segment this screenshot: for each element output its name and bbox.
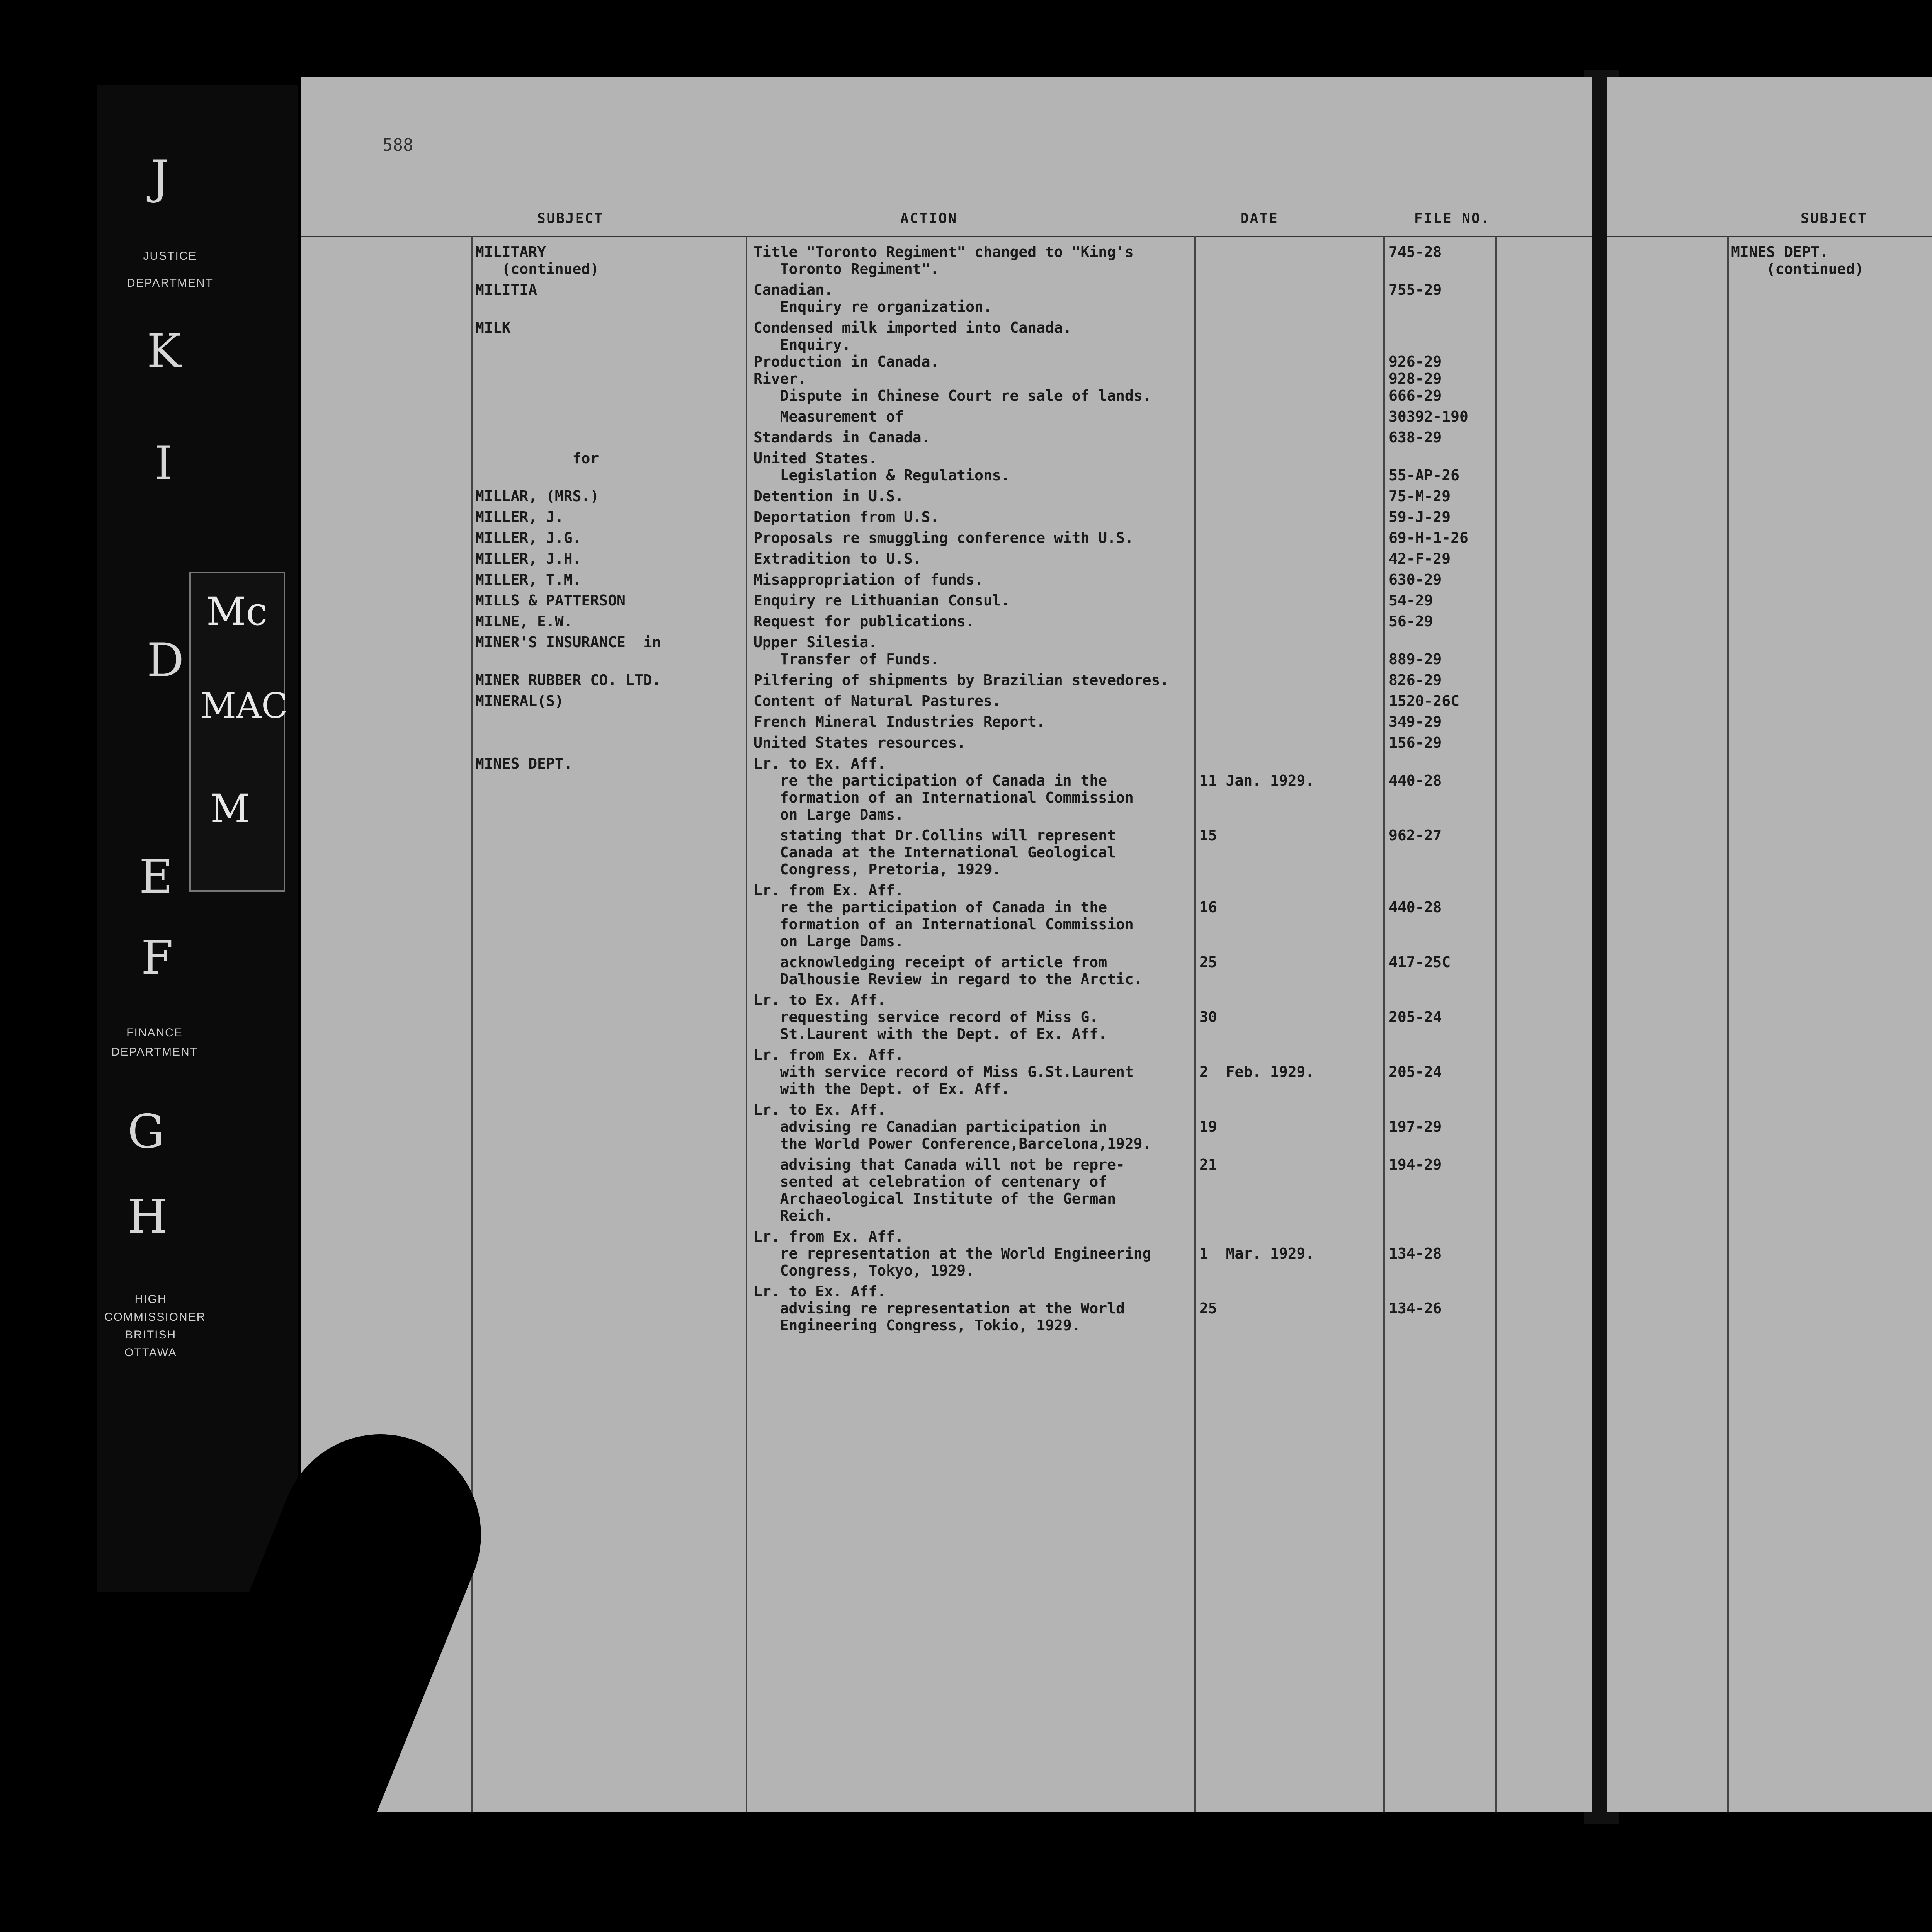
- action-cell: Lr. to Ex. Aff. advising re Canadian participation in the World Power Conference,Barcelona,1929.: [753, 1101, 1151, 1152]
- date-cell: 11 Jan. 1929.: [1199, 772, 1315, 789]
- action-cell: Extradition to U.S.: [753, 550, 922, 567]
- action-cell: stating that Dr.Collins will represent Canada at the International Geological Congress, Pretoria, 1929.: [780, 827, 1116, 878]
- subject-cell: MILLS & PATTERSON: [475, 592, 626, 609]
- ledger-row: [1607, 690, 1932, 741]
- subject-cell: MINER RUBBER CO. LTD.: [475, 672, 661, 689]
- ledger-row: [301, 734, 1592, 751]
- subject-cell: MILK: [475, 319, 511, 336]
- subject-cell: [301, 1101, 746, 1152]
- header-rule: [1607, 236, 1932, 237]
- ledger-row: [301, 672, 1592, 689]
- index-tab-letter[interactable]: I: [155, 437, 173, 490]
- header-date: DATE: [1240, 211, 1279, 226]
- ledger-row: [1607, 1281, 1932, 1349]
- date-cell: 15: [1199, 827, 1217, 844]
- action-cell: Lr. to Ex. Aff. requesting service record of Miss G. St.Laurent with the Dept. of Ex. Aff.: [753, 992, 1107, 1043]
- subject-cell: [301, 882, 746, 950]
- action-cell: Enquiry re Lithuanian Consul.: [753, 592, 1010, 609]
- ledger-row: [301, 692, 1592, 709]
- subject-cell: MILITARY (continued): [475, 243, 599, 277]
- subject-cell: [301, 713, 746, 730]
- ledger-row: [1607, 964, 1932, 1015]
- index-tab-letter[interactable]: D: [147, 634, 184, 687]
- action-cell: Measurement of: [753, 408, 904, 425]
- ledger-row: [301, 992, 1592, 1043]
- subject-cell: [1607, 1205, 1932, 1239]
- ledger-row: [301, 429, 1592, 446]
- ledger-row: [301, 243, 1592, 277]
- date-cell: [1194, 450, 1383, 484]
- ledger-row: [1607, 1352, 1932, 1386]
- date-cell: [1194, 613, 1383, 630]
- header-subject: SUBJECT: [1801, 211, 1867, 226]
- ledger-row: [301, 613, 1592, 630]
- header-file-no: FILE NO.: [1414, 211, 1491, 226]
- action-cell: Detention in U.S.: [753, 488, 904, 505]
- file-no-cell: 134-26: [1389, 1300, 1442, 1317]
- date-cell: [1194, 319, 1383, 404]
- subject-cell: [1607, 526, 1932, 577]
- file-no-cell: 889-29: [1389, 651, 1442, 668]
- date-cell: [1194, 488, 1383, 505]
- subject-cell: [1607, 580, 1932, 631]
- action-cell: Lr. to Ex. Aff. re the participation of Canada in the formation of an International Commission on Large Dams.: [753, 755, 1134, 823]
- subject-cell: MILITIA: [475, 281, 537, 298]
- file-no-cell: 440-28: [1389, 772, 1442, 789]
- ledger-row: [1607, 353, 1932, 370]
- index-tab-letter: M: [210, 786, 250, 831]
- header-rule: [301, 236, 1592, 237]
- file-no-cell: 69-H-1-26: [1389, 529, 1468, 546]
- action-cell: French Mineral Industries Report.: [753, 713, 1045, 730]
- page-number: 588: [383, 135, 413, 155]
- file-no-cell: 638-29: [1389, 429, 1442, 446]
- file-no-cell: 926-29 928-29 666-29: [1389, 353, 1442, 404]
- subject-cell: [1607, 298, 1932, 349]
- index-tab-label: COMMISSIONER: [104, 1311, 206, 1323]
- ledger-row: [1607, 298, 1932, 349]
- ledger-row: [301, 827, 1592, 878]
- subject-cell: MINES DEPT. (continued): [1731, 243, 1864, 277]
- index-tab-letter: Mc: [206, 589, 268, 634]
- file-no-cell: 962-27: [1389, 827, 1442, 844]
- ledger-row: [301, 450, 1592, 484]
- date-cell: 1 Mar. 1929.: [1199, 1245, 1315, 1262]
- file-no-cell: 630-29: [1389, 571, 1442, 588]
- subject-cell: [1607, 1150, 1932, 1201]
- file-no-cell: 417-25C: [1389, 954, 1451, 971]
- index-tab-label: OTTAWA: [124, 1346, 177, 1359]
- header-action: ACTION: [900, 211, 958, 226]
- index-tab-letter: MAC: [201, 685, 288, 726]
- date-cell: 19: [1199, 1118, 1217, 1135]
- date-cell: [1194, 634, 1383, 668]
- date-cell: [1194, 408, 1383, 425]
- action-cell: Lr. from Ex. Aff. with service record of Miss G.St.Laurent with the Dept. of Ex. Aff.: [753, 1046, 1134, 1097]
- date-cell: [1194, 529, 1383, 546]
- date-cell: [1194, 281, 1383, 315]
- subject-cell: [1607, 635, 1932, 686]
- subject-cell: [301, 992, 746, 1043]
- ledger-row: [1607, 580, 1932, 631]
- index-tab-label: DEPARTMENT: [111, 1046, 198, 1058]
- date-cell: 21: [1199, 1156, 1217, 1173]
- action-cell: United States resources.: [753, 734, 966, 751]
- subject-cell: [301, 1228, 746, 1279]
- subject-cell: [1607, 855, 1932, 923]
- date-cell: [1194, 429, 1383, 446]
- subject-cell: [301, 1046, 746, 1097]
- subject-cell: for: [475, 450, 599, 467]
- subject-cell: [301, 408, 746, 425]
- left-ledger-page: [301, 77, 1592, 1812]
- ledger-row: [301, 1283, 1592, 1334]
- date-cell: [1194, 734, 1383, 751]
- ledger-row: [1607, 635, 1932, 686]
- subject-cell: [1607, 1352, 1932, 1386]
- ledger-row: [301, 509, 1592, 526]
- action-cell: Misappropriation of funds.: [753, 571, 983, 588]
- index-tab-letter[interactable]: F: [141, 931, 173, 985]
- subject-cell: [1607, 1129, 1932, 1146]
- subject-cell: [1607, 690, 1932, 741]
- index-tab-label: JUSTICE: [143, 250, 197, 262]
- subject-cell: [1607, 412, 1932, 446]
- action-cell: Deportation from U.S.: [753, 509, 939, 526]
- index-tab-letter[interactable]: G: [128, 1105, 165, 1159]
- subject-cell: [301, 1283, 746, 1334]
- ledger-row: [1607, 1074, 1932, 1125]
- file-no-cell: 826-29: [1389, 672, 1442, 689]
- file-no-cell: 54-29: [1389, 592, 1433, 609]
- ledger-row: [301, 882, 1592, 950]
- subject-cell: [1607, 927, 1932, 961]
- date-cell: 25: [1199, 1300, 1217, 1317]
- selected-index-tab[interactable]: [189, 572, 288, 892]
- file-no-cell: 194-29: [1389, 1156, 1442, 1173]
- subject-cell: MINES DEPT.: [475, 755, 573, 772]
- file-no-cell: 755-29: [1389, 281, 1442, 298]
- subject-cell: [1607, 374, 1932, 408]
- ledger-row: [301, 954, 1592, 988]
- index-tab-label: DEPARTMENT: [127, 277, 213, 289]
- action-cell: Pilfering of shipments by Brazilian stevedores.: [753, 672, 1169, 689]
- ledger-row: [1607, 1150, 1932, 1201]
- action-cell: Condensed milk imported into Canada. Enquiry. Production in Canada. River. Dispute in Chinese Court re sale of lands.: [753, 319, 1151, 404]
- subject-cell: [301, 1156, 746, 1224]
- subject-cell: [301, 954, 746, 988]
- ledger-rows: [301, 243, 1592, 1338]
- file-no-cell: 205-24: [1389, 1063, 1442, 1080]
- subject-cell: [1607, 450, 1932, 484]
- date-cell: [1194, 713, 1383, 730]
- date-cell: 16: [1199, 899, 1217, 916]
- ledger-row: [301, 1228, 1592, 1279]
- ledger-row: [1607, 374, 1932, 408]
- subject-cell: MILLER, J.H.: [475, 550, 582, 567]
- index-tab-letter[interactable]: K: [147, 325, 182, 378]
- subject-cell: MILLER, T.M.: [475, 571, 582, 588]
- subject-cell: [301, 827, 746, 878]
- file-no-cell: 156-29: [1389, 734, 1442, 751]
- date-cell: [1194, 550, 1383, 567]
- ledger-row: [1607, 927, 1932, 961]
- ledger-row: [301, 1156, 1592, 1224]
- date-cell: 2 Feb. 1929.: [1199, 1063, 1315, 1080]
- ledger-row: [1607, 488, 1932, 522]
- ledger-row: [1607, 1019, 1932, 1070]
- ledger-row: [301, 550, 1592, 567]
- subject-cell: [1607, 1243, 1932, 1277]
- action-cell: Request for publications.: [753, 613, 975, 630]
- index-tab-letter[interactable]: E: [139, 850, 173, 904]
- ledger-row: [1607, 243, 1932, 294]
- action-cell: advising that Canada will not be repre- sented at celebration of centenary of Archaeological Institute of the German Reich.: [780, 1156, 1125, 1224]
- ledger-row: [301, 1046, 1592, 1097]
- subject-cell: MILLER, J.G.: [475, 529, 582, 546]
- action-cell: Content of Natural Pastures.: [753, 692, 1001, 709]
- file-no-cell: 134-28: [1389, 1245, 1442, 1262]
- subject-cell: MINERAL(S): [475, 692, 564, 709]
- date-cell: [1194, 672, 1383, 689]
- date-cell: 25: [1199, 954, 1217, 971]
- ledger-rows: [1607, 243, 1932, 1390]
- file-no-cell: 440-28: [1389, 899, 1442, 916]
- subject-cell: [301, 734, 746, 751]
- subject-cell: MILNE, E.W.: [475, 613, 573, 630]
- index-tab-label: FINANCE: [126, 1026, 183, 1039]
- ledger-row: [301, 592, 1592, 609]
- header-subject: SUBJECT: [537, 211, 604, 226]
- ledger-row: [1607, 855, 1932, 923]
- action-cell: Canadian. Enquiry re organization.: [753, 281, 992, 315]
- date-cell: [1194, 592, 1383, 609]
- subject-cell: [1607, 1074, 1932, 1125]
- file-no-cell: 75-M-29: [1389, 488, 1451, 505]
- ledger-row: [301, 755, 1592, 823]
- ledger-row: [1607, 1129, 1932, 1146]
- subject-cell: [1607, 800, 1932, 851]
- subject-cell: [1607, 745, 1932, 796]
- right-ledger-page: [1607, 77, 1932, 1812]
- ledger-row: [301, 1101, 1592, 1152]
- action-cell: United States. Legislation & Regulations.: [753, 450, 1010, 484]
- ledger-row: [1607, 412, 1932, 446]
- ledger-row: [301, 408, 1592, 425]
- ledger-row: [1607, 1205, 1932, 1239]
- ledger-row: [301, 319, 1592, 404]
- file-no-cell: 59-J-29: [1389, 509, 1451, 526]
- file-no-cell: 349-29: [1389, 713, 1442, 730]
- subject-cell: MINER'S INSURANCE in: [475, 634, 661, 651]
- ledger-row: [1607, 800, 1932, 851]
- action-cell: Lr. from Ex. Aff. re the participation of Canada in the formation of an International Commission on Large Dams.: [753, 882, 1134, 950]
- ledger-row: [301, 281, 1592, 315]
- date-cell: [1194, 243, 1383, 277]
- ledger-row: [1607, 450, 1932, 484]
- action-cell: Standards in Canada.: [753, 429, 930, 446]
- action-cell: Lr. from Ex. Aff. re representation at the World Engineering Congress, Tokyo, 1929.: [753, 1228, 1151, 1279]
- subject-cell: [1607, 1019, 1932, 1070]
- subject-cell: [301, 429, 746, 446]
- date-cell: 30: [1199, 1009, 1217, 1026]
- subject-cell: [1607, 353, 1932, 370]
- index-tab-label: HIGH: [134, 1293, 167, 1306]
- file-no-cell: 30392-190: [1389, 408, 1468, 425]
- subject-cell: [1607, 1281, 1932, 1349]
- file-no-cell: 55-AP-26: [1389, 467, 1460, 484]
- action-cell: Upper Silesia. Transfer of Funds.: [753, 634, 939, 668]
- file-no-cell: 42-F-29: [1389, 550, 1451, 567]
- action-cell: Proposals re smuggling conference with U.S.: [753, 529, 1134, 546]
- action-cell: Title "Toronto Regiment" changed to "King's Toronto Regiment".: [753, 243, 1134, 277]
- file-no-cell: 1520-26C: [1389, 692, 1460, 709]
- action-cell: acknowledging receipt of article from Dalhousie Review in regard to the Arctic.: [780, 954, 1143, 988]
- subject-cell: MILLAR, (MRS.): [475, 488, 599, 505]
- ledger-row: [1607, 745, 1932, 796]
- file-no-cell: 56-29: [1389, 613, 1433, 630]
- ledger-row: [1607, 526, 1932, 577]
- subject-cell: [1607, 488, 1932, 522]
- subject-cell: MILLER, J.: [475, 509, 564, 526]
- date-cell: [1194, 509, 1383, 526]
- ledger-row: [301, 634, 1592, 668]
- index-tab-letter[interactable]: J: [151, 151, 170, 204]
- index-tab-label: BRITISH: [125, 1328, 177, 1341]
- ledger-row: [301, 529, 1592, 546]
- subject-cell: [1607, 964, 1932, 1015]
- file-no-cell: 205-24: [1389, 1009, 1442, 1026]
- ledger-row: [1607, 1243, 1932, 1277]
- action-cell: Lr. to Ex. Aff. advising re representation at the World Engineering Congress, Tokio, 1929.: [753, 1283, 1125, 1334]
- ledger-row: [301, 571, 1592, 588]
- ledger-row: [301, 713, 1592, 730]
- index-tab-letter[interactable]: H: [128, 1190, 168, 1244]
- date-cell: [1194, 571, 1383, 588]
- file-no-cell: 745-28: [1389, 243, 1442, 260]
- file-no-cell: 197-29: [1389, 1118, 1442, 1135]
- date-cell: [1194, 692, 1383, 709]
- ledger-row: [301, 488, 1592, 505]
